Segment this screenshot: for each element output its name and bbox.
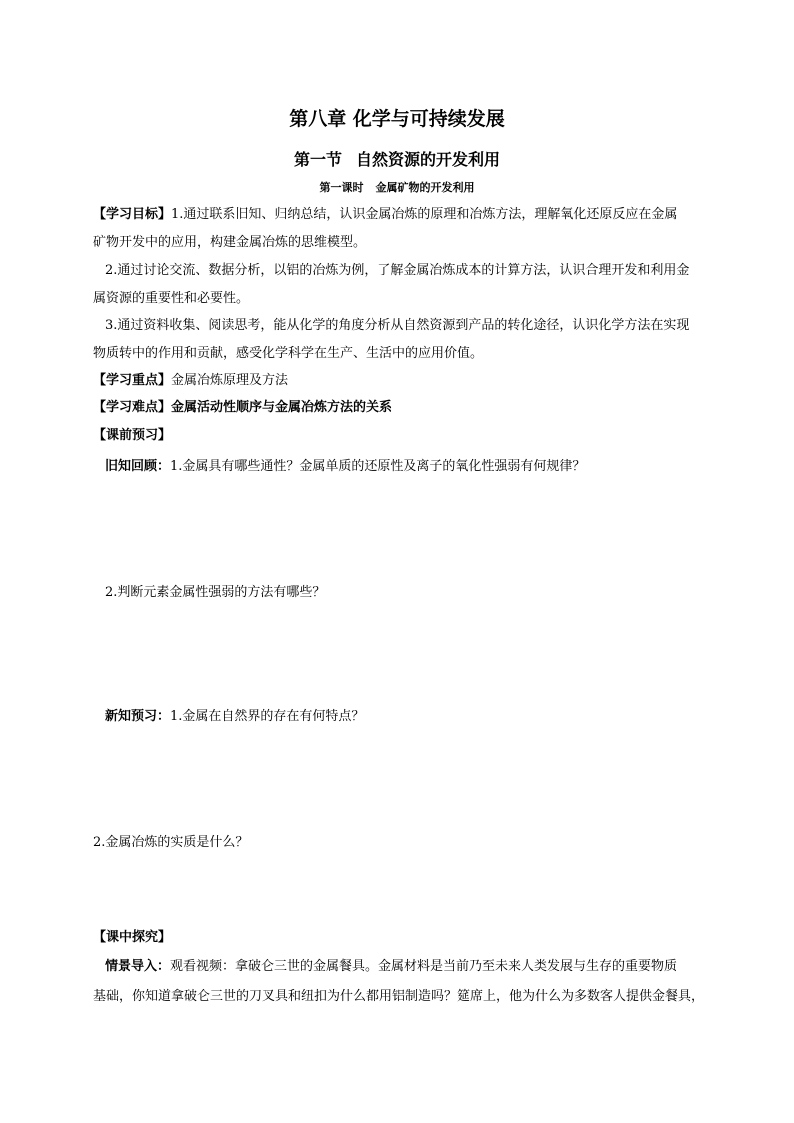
review-question-2: 2.判断元素金属性强弱的方法有哪些？ bbox=[105, 585, 326, 600]
section-heading bbox=[0, 147, 794, 170]
difficulty bbox=[93, 399, 392, 417]
review-question-1-text: 1.金属具有哪些通性？金属单质的还原性及离子的氧化性强弱有何规律？ bbox=[170, 459, 586, 474]
key-point-text: 金属冶炼原理及方法 bbox=[171, 373, 289, 388]
preview-label: 【课前预习】 bbox=[93, 428, 172, 443]
section-number: 第一节 bbox=[293, 150, 342, 169]
objective-3-line-1: 3.通过资料收集、阅读思考，能从化学的角度分析从自然资源到产品的转化途径，认识化学方法在实现 bbox=[105, 318, 690, 333]
lesson-title: 金属矿物的开发利用 bbox=[375, 181, 475, 194]
new-question-1 bbox=[105, 708, 364, 726]
review-label: 旧知回顾： bbox=[105, 459, 171, 474]
key-point-label: 【学习重点】 bbox=[93, 373, 172, 388]
objective-3-line-2: 物质转中的作用和贡献，感受化学科学在生产、生活中的应用价值。 bbox=[93, 346, 484, 361]
objective-1-line-2: 矿物开发中的应用，构建金属冶炼的思维模型。 bbox=[93, 235, 367, 250]
lesson-number: 第一课时 bbox=[319, 181, 364, 194]
objective-2-line-1: 2.通过讨论交流、数据分析，以铝的冶炼为例，了解金属冶炼成本的计算方法，认识合理开发和利用金 bbox=[105, 263, 690, 278]
objective-1-line-1 bbox=[93, 206, 677, 224]
difficulty-text: 金属活动性顺序与金属冶炼方法的关系 bbox=[171, 400, 393, 415]
new-question-1-text: 1.金属在自然界的存在有何特点？ bbox=[170, 709, 365, 724]
lesson-heading bbox=[0, 179, 794, 195]
difficulty-label: 【学习难点】 bbox=[93, 400, 172, 415]
section-title: 自然资源的开发利用 bbox=[356, 150, 501, 169]
new-question-2: 2.金属冶炼的实质是什么？ bbox=[93, 835, 249, 850]
intro-line-2: 基础，你知道拿破仑三世的刀叉具和纽扣为什么都用铝制造吗？筵席上，他为什么为多数客人提供金餐具， bbox=[93, 989, 705, 1004]
review-question-1 bbox=[105, 458, 585, 476]
key-point bbox=[93, 372, 288, 390]
intro-line-1-text: 观看视频：拿破仑三世的金属餐具。金属材料是当前乃至未来人类发展与生存的重要物质 bbox=[170, 959, 678, 974]
objectives-label: 【学习目标】 bbox=[93, 207, 172, 222]
objective-2-line-2: 属资源的重要性和必要性。 bbox=[93, 291, 250, 306]
intro-label: 情景导入： bbox=[105, 959, 171, 974]
inquiry-label: 【课中探究】 bbox=[93, 930, 172, 945]
objective-1-text: 1.通过联系旧知、归纳总结，认识金属冶炼的原理和冶炼方法，理解氧化还原反应在金属 bbox=[171, 207, 678, 222]
chapter-title: 第八章 化学与可持续发展 bbox=[289, 108, 505, 130]
intro-line-1 bbox=[105, 958, 677, 976]
new-knowledge-label: 新知预习： bbox=[105, 709, 171, 724]
